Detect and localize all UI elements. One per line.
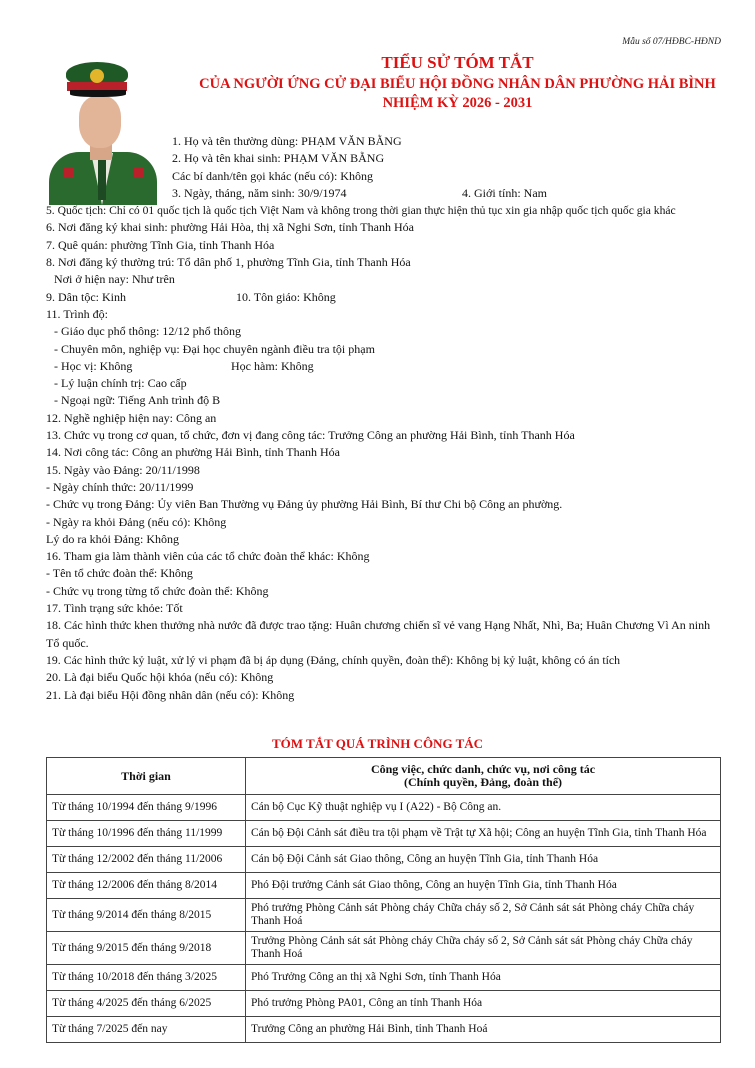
row-time: Từ tháng 4/2025 đến tháng 6/2025 [47, 991, 246, 1017]
field-organization-name: - Tên tổ chức đoàn thể: Không [46, 566, 193, 581]
field-general-education: - Giáo dục phổ thông: 12/12 phổ thông [54, 324, 241, 339]
field-health: 17. Tình trạng sức khỏe: Tốt [46, 601, 183, 616]
field-religion: 10. Tôn giáo: Không [236, 289, 336, 304]
career-table-header [47, 758, 721, 795]
field-party-leave-date: - Ngày ra khỏi Đảng (nếu có): Không [46, 514, 227, 529]
field-party-position: - Chức vụ trong Đảng: Ủy viên Ban Thường vụ Đảng ủy phường Hải Bình, Bí thư Chi bộ Công an phường. [46, 497, 563, 512]
title-line-3: NHIỆM KỲ 2026 - 2031 [382, 95, 533, 111]
field-nationality: 5. Quốc tịch: Chỉ có 01 quốc tịch là quốc tịch Việt Nam và không trong thời gian thực hiện thủ tục xin gia nhập quốc tịch quốc gia khác [46, 204, 676, 218]
row-work: Trưởng Phòng Cảnh sát sát Phòng cháy Chữa cháy số 2, Sở Cảnh sát sát Phòng cháy Chữa cháy Thanh Hoá [246, 932, 721, 965]
field-national-assembly: 20. Là đại biểu Quốc hội khóa (nếu có): Không [46, 670, 274, 685]
field-peoples-council: 21. Là đại biểu Hội đồng nhân dân (nếu có): Không [46, 687, 295, 702]
field-political-theory: - Lý luận chính trị: Cao cấp [54, 376, 187, 391]
row-work: Phó trưởng Phòng Cảnh sát Phòng cháy Chữa cháy số 2, Sở Cảnh sát sát Phòng cháy Chữa cháy Thanh Hoá [246, 899, 721, 932]
table-row [47, 795, 721, 821]
row-work: Cán bộ Đội Cảnh sát Giao thông, Công an huyện Tĩnh Gia, tỉnh Thanh Hóa [246, 847, 721, 873]
header-work-line-2: (Chính quyền, Đảng, đoàn thể) [403, 775, 563, 789]
table-row [47, 821, 721, 847]
field-gender: 4. Giới tính: Nam [462, 185, 548, 200]
career-table [46, 757, 721, 1043]
row-time: Từ tháng 10/1994 đến tháng 9/1996 [47, 795, 246, 821]
field-position: 13. Chức vụ trong cơ quan, tổ chức, đơn vị đang công tác: Trưởng Công an phường Hải Bình, tỉnh Thanh Hóa [46, 428, 575, 443]
table-row [47, 1017, 721, 1043]
row-time: Từ tháng 12/2002 đến tháng 11/2006 [47, 847, 246, 873]
row-work: Phó Đội trưởng Cảnh sát Giao thông, Công an huyện Tĩnh Gia, tỉnh Thanh Hóa [246, 873, 721, 899]
title-line-2: CỦA NGƯỜI ỨNG CỬ ĐẠI BIỂU HỘI ĐỒNG NHÂN DÂN PHƯỜNG HẢI BÌNH [199, 76, 716, 92]
field-aliases: Các bí danh/tên gọi khác (nếu có): Không [172, 168, 373, 183]
field-foreign-language: - Ngoại ngữ: Tiếng Anh trình độ B [54, 393, 221, 408]
field-workplace: 14. Nơi công tác: Công an phường Hải Bình, tỉnh Thanh Hóa [46, 445, 340, 460]
form-code: Mẫu số 07/HĐBC-HĐND [622, 37, 721, 47]
field-party-leave-reason: Lý do ra khỏi Đảng: Không [46, 531, 179, 546]
field-ethnicity-religion [46, 289, 726, 306]
field-organization-position: - Chức vụ trong từng tổ chức đoàn thể: Không [46, 583, 269, 598]
field-education: 11. Trình độ: [46, 306, 108, 321]
field-party-join-date: 15. Ngày vào Đảng: 20/11/1998 [46, 462, 200, 477]
field-organizations: 16. Tham gia làm thành viên của các tổ chức đoàn thể khác: Không [46, 549, 370, 564]
table-row [47, 899, 721, 932]
title-line-1: TIỂU SỬ TÓM TẮT [381, 53, 534, 72]
row-time: Từ tháng 10/1996 đến tháng 11/1999 [47, 821, 246, 847]
row-time: Từ tháng 12/2006 đến tháng 8/2014 [47, 873, 246, 899]
table-row [47, 991, 721, 1017]
field-academic-title: Học hàm: Không [231, 358, 314, 373]
header-work-line-1: Công việc, chức danh, chức vụ, nơi công tác [370, 762, 596, 776]
table-row [47, 965, 721, 991]
table-row [47, 847, 721, 873]
row-time: Từ tháng 7/2025 đến nay [47, 1017, 246, 1043]
row-work: Trưởng Công an phường Hải Bình, tỉnh Thanh Hoá [246, 1017, 721, 1043]
field-birth-name: 2. Họ và tên khai sinh: PHẠM VĂN BẰNG [172, 151, 385, 166]
field-permanent-residence: 8. Nơi đăng ký thường trú: Tổ dân phố 1, phường Tĩnh Gia, tỉnh Thanh Hóa [46, 255, 411, 270]
header-time: Thời gian [47, 758, 246, 795]
row-work: Cán bộ Cục Kỹ thuật nghiệp vụ I (A22) - Bộ Công an. [246, 795, 721, 821]
row-work: Cán bộ Đội Cảnh sát điều tra tội phạm về Trật tự Xã hội; Công an huyện Tĩnh Gia, tỉnh Thanh Hóa [246, 821, 721, 847]
row-work: Phó Trưởng Công an thị xã Nghi Sơn, tỉnh Thanh Hóa [246, 965, 721, 991]
field-occupation: 12. Nghề nghiệp hiện nay: Công an [46, 410, 217, 425]
row-time: Từ tháng 9/2015 đến tháng 9/2018 [47, 932, 246, 965]
field-degree [46, 358, 726, 375]
table-row [47, 873, 721, 899]
field-birth-registration: 6. Nơi đăng ký khai sinh: phường Hải Hòa, thị xã Nghi Sơn, tỉnh Thanh Hóa [46, 220, 414, 235]
row-time: Từ tháng 9/2014 đến tháng 8/2015 [47, 899, 246, 932]
field-ethnicity: 9. Dân tộc: Kinh [46, 289, 126, 304]
row-work: Phó trưởng Phòng PA01, Công an tỉnh Thanh Hóa [246, 991, 721, 1017]
field-hometown: 7. Quê quán: phường Tĩnh Gia, tỉnh Thanh Hóa [46, 237, 275, 252]
field-common-name: 1. Họ và tên thường dùng: PHẠM VĂN BẰNG [172, 134, 402, 148]
row-time: Từ tháng 10/2018 đến tháng 3/2025 [47, 965, 246, 991]
field-dob-gender [46, 185, 726, 202]
document-title [170, 52, 745, 113]
table-row [47, 932, 721, 965]
biography-fields [46, 133, 726, 704]
field-dob: 3. Ngày, tháng, năm sinh: 30/9/1974 [172, 185, 347, 200]
field-current-residence: Nơi ở hiện nay: Như trên [54, 272, 175, 287]
field-party-official-date: - Ngày chính thức: 20/11/1999 [46, 479, 194, 494]
field-discipline: 19. Các hình thức kỷ luật, xử lý vi phạm đã bị áp dụng (Đảng, chính quyền, đoàn thể): Không bị kỷ luật, không có án tích [46, 652, 621, 667]
field-awards: 18. Các hình thức khen thưởng nhà nước đã được trao tặng: Huân chương chiến sĩ vẻ vang Hạng Nhất, Nhì, Ba; Huân Chương Vì An ninh Tổ quốc. [46, 618, 711, 650]
field-specialization: - Chuyên môn, nghiệp vụ: Đại học chuyên ngành điều tra tội phạm [54, 341, 375, 356]
cap-badge-icon [90, 69, 104, 83]
field-degree-value: - Học vị: Không [54, 358, 133, 373]
header-work [246, 758, 721, 795]
career-section-title: TÓM TẮT QUÁ TRÌNH CÔNG TÁC [271, 736, 484, 751]
